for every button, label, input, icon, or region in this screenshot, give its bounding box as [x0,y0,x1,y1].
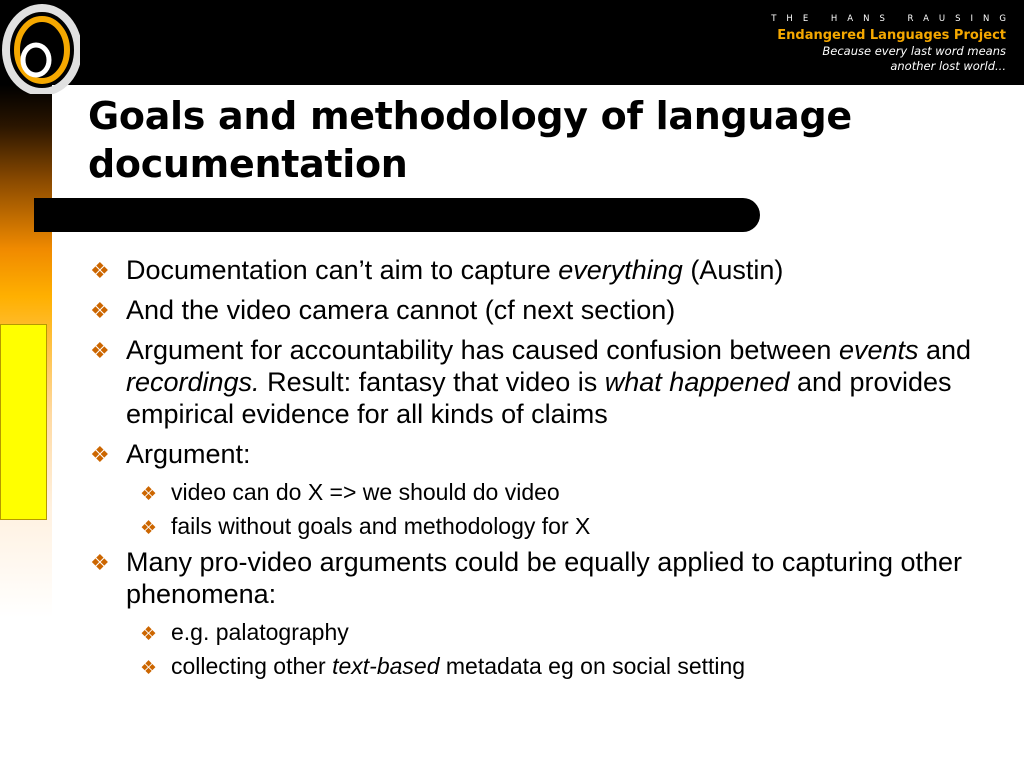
title-underline-bar [34,198,760,232]
yellow-accent-box [0,324,47,520]
bullet-text: and [918,335,972,365]
diamond-bullet-icon: ❖ [90,259,110,284]
sub-bullet-item [134,512,1008,540]
bullet-text: Result: fantasy that video is [259,367,605,397]
brand-tagline-1: Because every last word means [822,44,1006,58]
sub-bullet-text: fails without goals and methodology for X [171,513,591,539]
slide-title: Goals and methodology of language documentation [88,94,852,186]
diamond-bullet-icon: ❖ [140,623,158,645]
slide-content [88,254,1008,686]
sub-bullet-text: e.g. palatography [171,619,349,645]
bullet-text: Argument: [126,439,251,469]
diamond-bullet-icon: ❖ [90,339,110,364]
diamond-bullet-icon: ❖ [90,551,110,576]
diamond-bullet-icon: ❖ [140,657,158,679]
sub-bullet-text: metadata eg on social setting [439,653,746,679]
bullet-emphasis: what happened [604,367,790,397]
diamond-bullet-icon: ❖ [140,517,158,539]
bullet-text: Argument for accountability has caused confusion between [126,335,839,365]
bullet-text: and provides empirical evidence for all kinds of claims [126,367,952,429]
sub-bullet-text: collecting other [171,653,333,679]
diamond-bullet-icon: ❖ [90,443,110,468]
bullet-item [88,254,1008,286]
sub-bullet-item [134,478,1008,506]
bullet-emphasis: events [838,335,919,365]
logo-icon [2,4,80,94]
sub-bullet-item [134,618,1008,646]
bullet-item [88,294,1008,326]
brand-name: Endangered Languages Project [777,28,1006,43]
bullet-text: Documentation can’t aim to capture [126,255,559,285]
bullet-item [88,546,1008,610]
bullet-text: (Austin) [682,255,784,285]
bullet-text: And the video camera cannot (cf next section) [126,295,676,325]
sub-bullet-text: video can do X => we should do video [171,479,560,505]
sub-bullet-item [134,652,1008,680]
brand-tagline-2: another lost world... [890,59,1006,73]
brand-top-line: THE HANS RAUSING [771,14,1016,24]
bullet-item [88,334,1008,430]
diamond-bullet-icon: ❖ [140,483,158,505]
brand-block [766,14,1016,74]
bullet-emphasis: recordings. [126,367,260,397]
bullet-text: Many pro-video arguments could be equally applied to capturing other phenomena: [126,547,963,609]
sub-bullet-emphasis: text-based [332,653,440,679]
bullet-emphasis: everything [558,255,683,285]
bullet-item [88,438,1008,470]
diamond-bullet-icon: ❖ [90,299,110,324]
